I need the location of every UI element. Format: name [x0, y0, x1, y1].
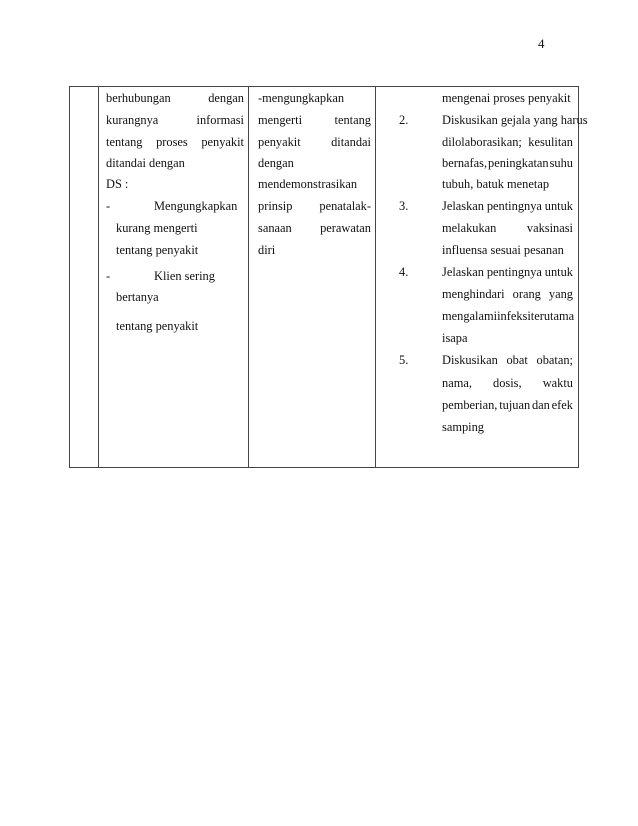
intervention-line: nama, dosis, waktu	[442, 376, 573, 390]
diagnosis-line: berhubungan dengan	[106, 91, 244, 105]
goal-line: mengerti tentang	[258, 113, 371, 127]
diagnosis-line: ditandai dengan	[106, 156, 185, 170]
intervention-line: samping	[442, 420, 484, 434]
goal-line: diri	[258, 243, 276, 257]
intervention-line: melakukan vaksinasi	[442, 221, 573, 235]
care-plan-table	[69, 86, 588, 468]
bullet-text: Klien sering	[154, 269, 215, 283]
bullet-text: kurang mengerti	[116, 221, 198, 235]
bullet-text: Mengungkapkan	[154, 199, 238, 213]
intervention-number: 2.	[399, 113, 409, 127]
diagnosis-line: kurangnya informasi	[106, 113, 244, 127]
intervention-line: dilolaborasikan; kesulitan	[442, 135, 573, 149]
intervention-line: bernafas, peningkatan suhu	[442, 156, 573, 170]
page-number: 4	[538, 36, 545, 51]
column-divider	[248, 87, 249, 467]
column-divider	[375, 87, 376, 467]
intervention-number: 4.	[399, 265, 409, 279]
intervention-line: mengalami infeksi terutama	[442, 309, 575, 323]
intervention-line: isapa	[442, 331, 468, 345]
bullet-text: tentang penyakit	[116, 319, 199, 333]
intervention-line: Jelaskan pentingnya untuk	[442, 265, 573, 279]
bullet-text: tentang penyakit	[116, 243, 199, 257]
goal-line: dengan	[258, 156, 294, 170]
bullet-dash: -	[106, 269, 111, 283]
intervention-line: Diskusikan obat obatan;	[442, 353, 573, 367]
intervention-line: influensa sesuai pesanan	[442, 243, 564, 257]
intervention-line: Jelaskan pentingnya untuk	[442, 199, 573, 213]
intervention-line: tubuh, batuk menetap	[442, 177, 550, 191]
intervention-number: 5.	[399, 353, 409, 367]
intervention-line: mengenai proses penyakit	[442, 91, 571, 105]
goal-line: -mengungkapkan	[258, 91, 345, 105]
bullet-text: bertanya	[116, 290, 159, 304]
goal-line: penyakit ditandai	[258, 135, 371, 149]
bullet-dash: -	[106, 199, 111, 213]
column-divider	[98, 87, 99, 467]
intervention-line: pemberian, tujuan dan efek	[442, 398, 573, 412]
goal-line: mendemonstrasikan	[258, 177, 358, 191]
intervention-line: menghindari orang yang	[442, 287, 573, 301]
intervention-number: 3.	[399, 199, 409, 213]
goal-line: sanaan perawatan	[258, 221, 371, 235]
ds-label: DS :	[106, 177, 129, 191]
intervention-line: Diskusikan gejala yang harus	[442, 113, 588, 127]
diagnosis-line: tentang proses penyakit	[106, 135, 244, 149]
goal-line: prinsip penatalak-	[258, 199, 371, 213]
